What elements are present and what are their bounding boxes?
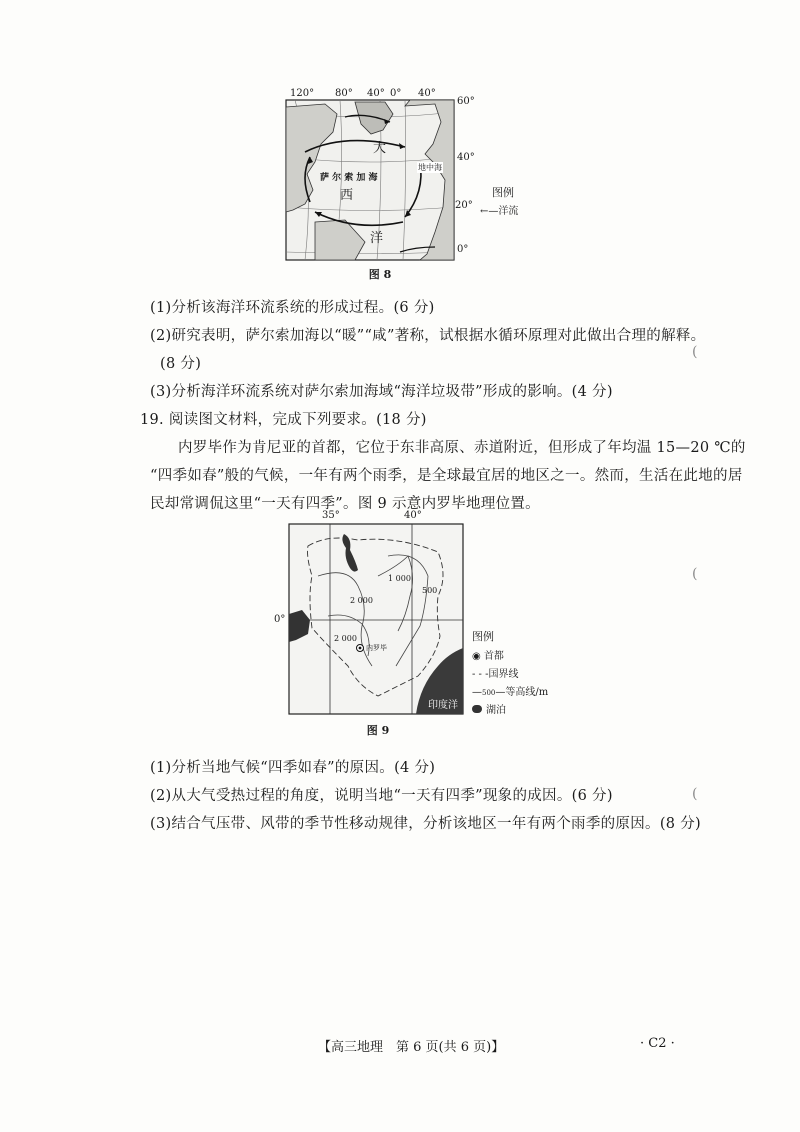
- fig9-legend: [472, 628, 562, 716]
- fig9-lon-40: 40°: [404, 510, 422, 521]
- fig9-legend-border: [472, 665, 562, 680]
- q19-part1: (1)分析当地气候“四季如春”的原因。(4 分): [150, 760, 436, 776]
- fig8-label-xi: 西: [340, 188, 354, 203]
- figure-9-map: [288, 516, 464, 716]
- fig8-legend-current: [480, 202, 518, 217]
- q18-part2: (2)研究表明，萨尔索加海以“暖”“咸”著称，试根据水循环原理对此做出合理的解释。: [150, 328, 706, 344]
- fig8-lon-40e: 40°: [418, 88, 436, 99]
- fig8-lat-60: 60°: [457, 96, 475, 107]
- fig8-lat-0: 0°: [457, 244, 469, 255]
- q19-part3: (3)结合气压带、风带的季节性移动规律，分析该地区一年有两个雨季的原因。(8 分): [150, 816, 701, 832]
- q18-part3: (3)分析海洋环流系统对萨尔索加海域“海洋垃圾带”形成的影响。(4 分): [150, 384, 613, 400]
- fig8-lat-20: 20°: [455, 200, 473, 211]
- margin-mark-3: (: [692, 786, 698, 802]
- page-code: · C2 ·: [640, 1036, 675, 1051]
- fig8-legend-title: 图例: [492, 186, 514, 199]
- margin-mark-1: (: [692, 344, 698, 360]
- fig9-lat-0: 0°: [274, 614, 286, 625]
- fig9-contour-1000: 1 000: [388, 574, 411, 583]
- fig9-legend-border-label: 国界线: [488, 669, 519, 680]
- fig9-capital-label: 内罗毕: [366, 644, 387, 652]
- fig8-label-da: 大: [373, 141, 387, 156]
- contour-line-icon-2: —: [495, 687, 506, 698]
- q19-header: 19. 阅读图文材料，完成下列要求。(18 分): [140, 412, 427, 428]
- fig9-legend-capital-label: 首都: [483, 651, 504, 662]
- fig9-legend-contour-label: 等高线/m: [505, 687, 549, 698]
- q19-passage-1: 内罗毕作为肯尼亚的首都，它位于东非高原、赤道附近，但形成了年均温 15—20 ℃的: [178, 440, 746, 456]
- fig9-legend-contour: [472, 683, 562, 698]
- figure-9: [274, 510, 464, 716]
- fig9-legend-title: 图例: [472, 630, 494, 643]
- fig8-label-sargasso: 萨 尔 索 加 海: [320, 173, 378, 183]
- fig8-lon-80: 80°: [335, 88, 353, 99]
- fig9-contour-500: 500: [422, 586, 438, 595]
- fig8-lon-0: 0°: [390, 88, 402, 99]
- fig8-lat-40: 40°: [457, 152, 475, 163]
- fig8-label-med: 地中海: [418, 163, 442, 172]
- q18-part1: (1)分析该海洋环流系统的形成过程。(6 分): [150, 300, 435, 316]
- q19-passage-2: “四季如春”般的气候，一年有两个雨季，是全球最宜居的地区之一。然而，生活在此地的居: [150, 468, 743, 484]
- contour-line-icon: —: [472, 687, 482, 698]
- fig9-contour-2000a: 2 000: [350, 596, 373, 605]
- lake-swatch-icon: [472, 705, 482, 713]
- fig9-legend-lake: [472, 701, 562, 716]
- fig8-lon-40w: 40°: [367, 88, 385, 99]
- fig9-caption: 图 9: [366, 724, 390, 737]
- border-line-icon: - - -: [472, 669, 489, 680]
- capital-symbol-icon: ◉: [472, 651, 481, 662]
- fig8-legend-current-label: 洋流: [498, 206, 519, 217]
- margin-mark-2: (: [692, 566, 698, 582]
- q18-part2-score: (8 分): [160, 356, 202, 372]
- q19-part2: (2)从大气受热过程的角度，说明当地“一天有四季”现象的成因。(6 分): [150, 788, 613, 804]
- page-footer: 【高三地理 第 6 页(共 6 页)】: [318, 1040, 505, 1055]
- fig9-legend-contour-sample: 500: [482, 689, 496, 697]
- fig9-lon-35: 35°: [322, 510, 340, 521]
- current-arrow-icon: ←—: [480, 206, 499, 217]
- fig9-legend-lake-label: 湖泊: [486, 705, 506, 716]
- figure-8: [285, 88, 475, 262]
- fig8-label-yang: 洋: [370, 231, 384, 246]
- q19-passage-3: 民却常调侃这里“一天有四季”。图 9 示意内罗毕地理位置。: [150, 496, 540, 512]
- fig8-lon-120: 120°: [290, 88, 315, 99]
- fig8-caption: 图 8: [368, 268, 392, 281]
- fig9-legend-capital: [472, 647, 562, 662]
- fig9-contour-2000b: 2 000: [334, 634, 357, 643]
- fig9-ocean-label: 印度洋: [428, 700, 458, 711]
